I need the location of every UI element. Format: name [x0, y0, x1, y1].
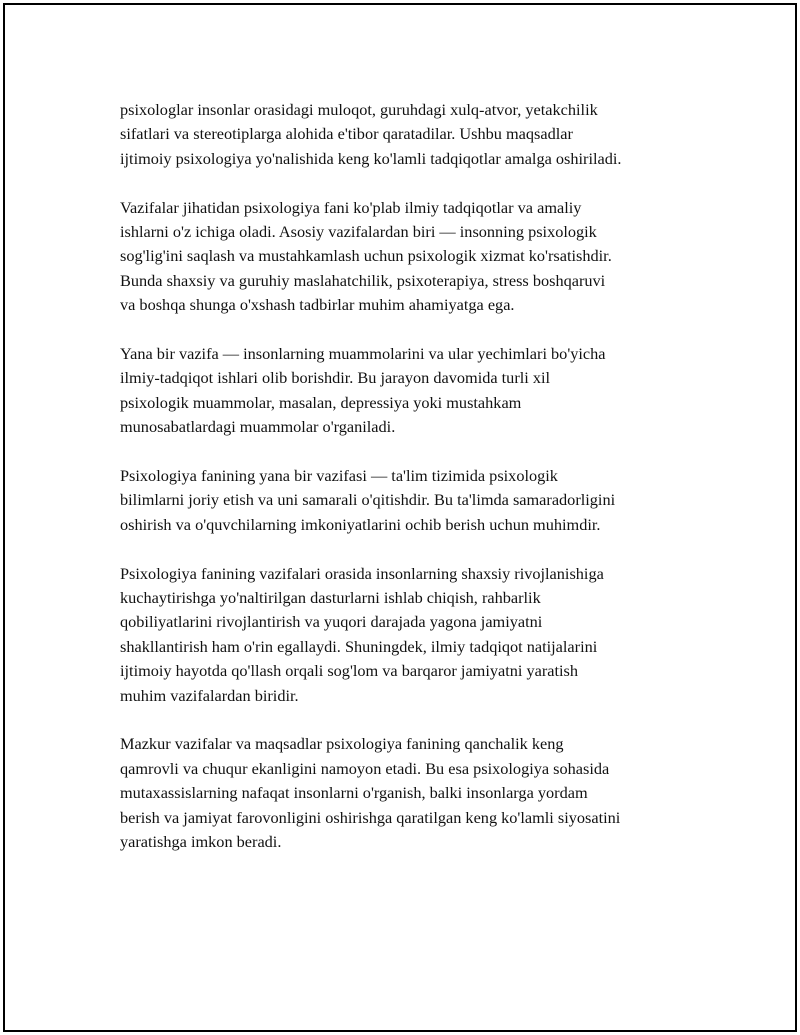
paragraph-5: Psixologiya fanining vazifalari orasida insonlarning shaxsiy rivojlanishiga kuchaytirishga yo'naltirilgan dasturlarni ishlab chiqish, rahbarlik qobiliyatlarini rivojlantirish va yuqori darajada yagona jamiyatni shakllantirish ham o'rin egallaydi. Shuningdek, ilmiy tadqiqot natijalarini ijtimoiy hayotda qo'llash orqali sog'lom va barqaror jamiyatni yaratish muhim vazifalardan biridir. — [120, 563, 604, 705]
paragraph-2: Vazifalar jihatidan psixologiya fani ko'plab ilmiy tadqiqotlar va amaliy ishlarni o'z ichiga oladi. Asosiy vazifalardan biri — insonning psixologik sog'lig'ini saqlash va mustahkamlash uchun psixologik xizmat ko'rsatishdir. Bunda shaxsiy va guruhiy maslahatchilik, psixoterapiya, stress boshqaruvi va boshqa shunga o'xshash tadbirlar muhim ahamiyatga ega. — [120, 197, 612, 315]
paragraph-4: Psixologiya fanining yana bir vazifasi — ta'lim tizimida psixologik bilimlarni joriy etish va uni samarali o'qitishdir. Bu ta'limda samaradorligini oshirish va o'quvchilarning imkoniyatlarini ochib berish uchun muhimdir. — [120, 466, 616, 534]
paragraph-6: Mazkur vazifalar va maqsadlar psixologiya fanining qanchalik keng qamrovli va chuqur ekanligini namoyon etadi. Bu esa psixologiya sohasida mutaxassislarning nafaqat insonlarni o'rganish, balki insonlarga yordam berish va jamiyat farovonligini oshirishga qaratilgan keng ko'lamli siyosatini yaratishga imkon beradi. — [120, 734, 621, 852]
paragraph-1: psixologlar insonlar orasidagi muloqot, guruhdagi xulq-atvor, yetakchilik sifatlari va stereotiplarga alohida e'tibor qaratadilar. Ushbu maqsadlar ijtimoiy psixologiya yo'nalishida keng ko'lamli tadqiqotlar amalga oshiriladi. — [120, 100, 622, 168]
document-body — [120, 98, 720, 879]
page-frame — [3, 3, 797, 1032]
paragraph-3: Yana bir vazifa — insonlarning muammolarini va ular yechimlari bo'yicha ilmiy-tadqiqot ishlari olib borishdir. Bu jarayon davomida turli xil psixologik muammolar, masalan, depressiya yoki mustahkam munosabatlardagi muammolar o'rganiladi. — [120, 344, 606, 437]
